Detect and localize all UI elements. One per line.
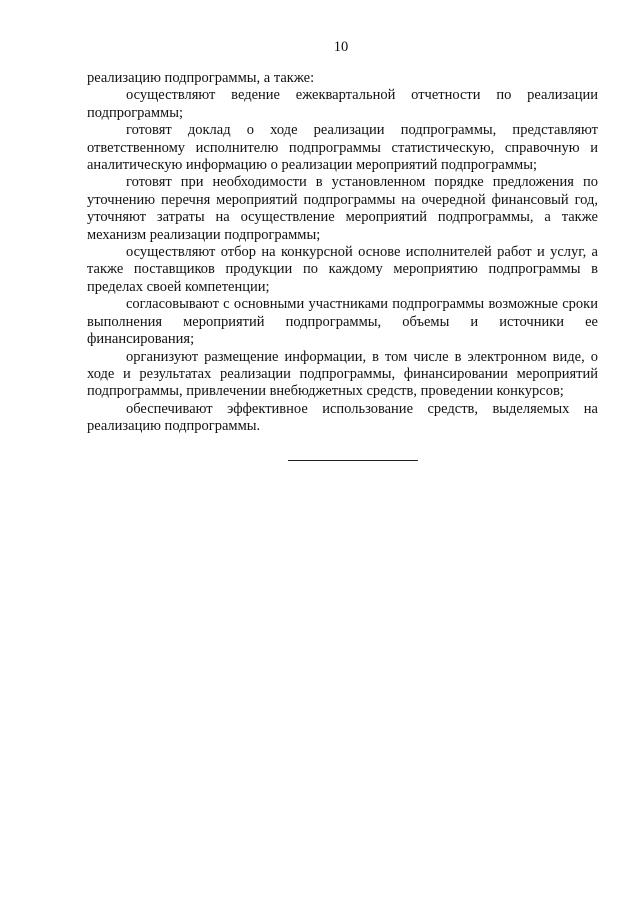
paragraph-coordination: согласовывают с основными участниками подпрограммы возможные сроки выполнения мероприятий подпрограммы, объемы и источники ее финансирования; <box>87 296 598 348</box>
paragraph-contractor-selection: осуществляют отбор на конкурсной основе исполнителей работ и услуг, а также поставщиков продукции по каждому мероприятию подпрограммы в пределах своей компетенции; <box>87 244 598 295</box>
paragraph-report-preparation: готовят доклад о ходе реализации подпрограммы, представляют ответственному исполнителю подпрограммы статистическую, справочную и аналитическую информацию о реализации мероприятий подпрограммы; <box>87 122 598 174</box>
paragraph-intro: реализацию подпрограммы, а также: <box>87 70 315 86</box>
paragraph-information: организуют размещение информации, в том числе в электронном виде, о ходе и результатах реализации подпрограммы, финансировании мероприятий подпрограммы, привлечении внебюджетных средств, проведении конкурсов; <box>87 348 598 400</box>
paragraph-efficient-use: обеспечивают эффективное использование средств, выделяемых на реализацию подпрограммы. <box>87 400 598 435</box>
end-of-text-rule <box>288 460 418 461</box>
document-body <box>87 70 598 436</box>
paragraph-reporting: осуществляют ведение ежеквартальной отчетности по реализации подпрограммы; <box>87 87 598 121</box>
paragraph-proposals: готовят при необходимости в установленном порядке предложения по уточнению перечня мероприятий подпрограммы на очередной финансовый год, уточняют затраты на осуществление мероприятий подпрограммы, а также механизм реализации подпрограммы; <box>87 174 598 243</box>
page-number: 10 <box>333 39 349 55</box>
